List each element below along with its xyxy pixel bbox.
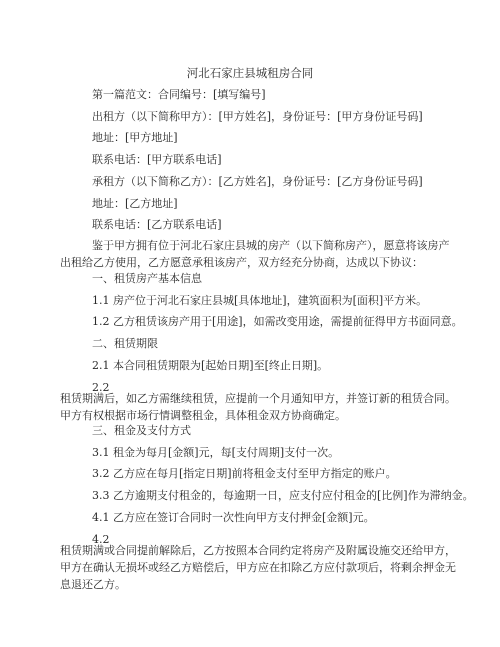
clause-4-2-text: 租赁期满或合同提前解除后，乙方按照本合同约定将房产及附属设施交还给甲方，甲方在确认无损坏或经乙方赔偿后，甲方应在扣除乙方应付款项后，将剩余押金无息退还乙方。: [60, 544, 456, 591]
clause-2-2-text: 租赁期满后，如乙方需继续租赁，应提前一个月通知甲方，并签订新的租赁合同。甲方有权根据市场行情调整租金，具体租金双方协商确定。: [60, 392, 456, 422]
clause-3-2: 3.2 乙方应在每月[指定日期]前将租金支付至甲方指定的账户。: [92, 467, 397, 480]
preamble-paragraph: 鉴于甲方拥有位于河北石家庄县城的房产（以下简称房产），愿意将该房产出租给乙方使用，乙方愿意承租该房产，双方经充分协商，达成以下协议：: [60, 239, 450, 269]
lessor-line: 出租方（以下简称甲方）：[甲方姓名]，身份证号：[甲方身份证号码]: [92, 110, 423, 123]
lessor-phone: 联系电话：[甲方联系电话]: [92, 153, 222, 166]
clause-4-1: 4.1 乙方应在签订合同时一次性向甲方支付押金[金额]元。: [92, 511, 375, 524]
intro-line: 第一篇范文：合同编号：[填写编号]: [92, 88, 266, 101]
lessee-line: 承租方（以下简称乙方）：[乙方姓名]，身份证号：[乙方身份证号码]: [92, 175, 423, 188]
lessee-address: 地址：[乙方地址]: [92, 197, 178, 210]
clause-4-2-number: 4.2: [92, 533, 110, 546]
section-1-heading: 一、租赁房产基本信息: [92, 272, 202, 285]
clause-3-3: 3.3 乙方逾期支付租金的，每逾期一日，应支付应付租金的[比例]作为滞纳金。: [92, 489, 474, 502]
lessee-phone: 联系电话：[乙方联系电话]: [92, 218, 222, 231]
clause-2-1: 2.1 本合同租赁期限为[起始日期]至[终止日期]。: [92, 359, 329, 372]
section-2-heading: 二、租赁期限: [92, 337, 158, 350]
clause-3-1: 3.1 租金为每月[金额]元，每[支付周期]支付一次。: [92, 446, 340, 459]
section-3-heading: 三、租金及支付方式: [92, 424, 191, 437]
clause-1-1: 1.1 房产位于河北石家庄县城[具体地址]，建筑面积为[面积]平方米。: [92, 294, 428, 307]
lessor-address: 地址：[甲方地址]: [92, 131, 178, 144]
clause-2-2-number: 2.2: [92, 381, 110, 394]
clause-1-2: 1.2 乙方租赁该房产用于[用途]，如需改变用途，需提前征得甲方书面同意。: [92, 315, 463, 328]
doc-title: 河北石家庄县城租房合同: [186, 66, 314, 80]
